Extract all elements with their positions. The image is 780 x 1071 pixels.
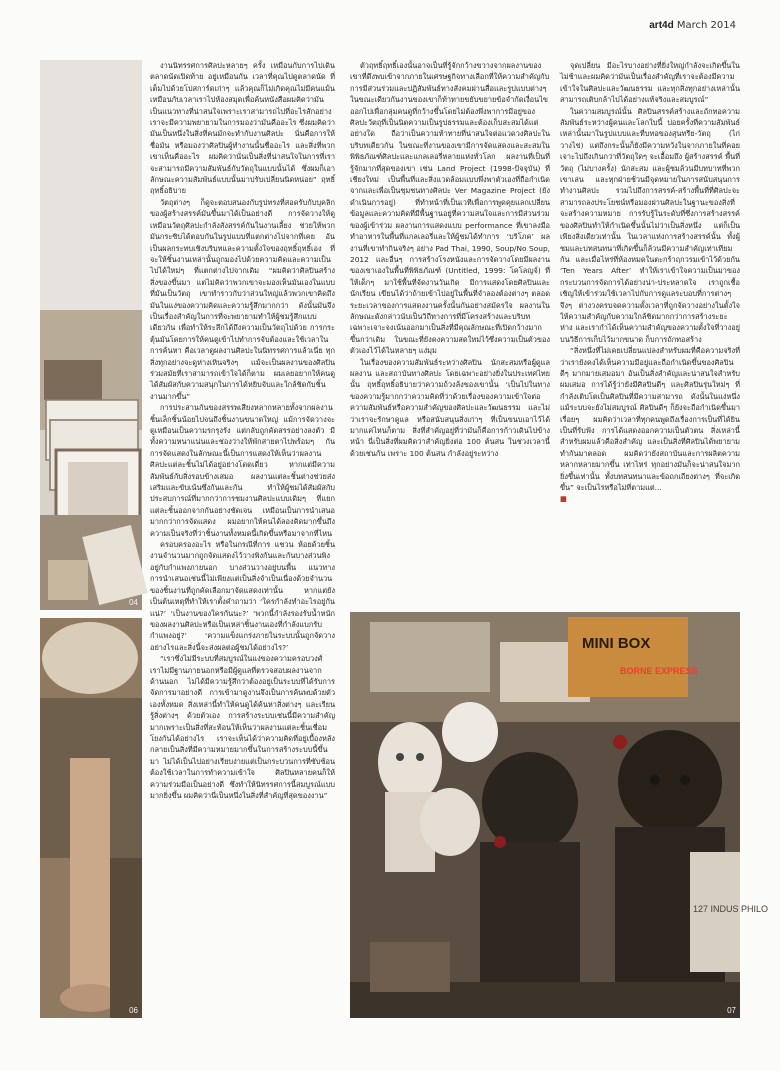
shelf-label: 127 INDUS PHILO bbox=[693, 904, 769, 914]
col2-paragraph: ในเรื่องของความสัมพันธ์ระหว่างศิลปิน นักสะสมหรือผู้ดูแลผลงาน และสถาบันทางศิลปะ โดยเฉพาะอย่างยิ่งในประเทศไทยนั้น ฤทธิ์ฤทธิ์อธิบายว่าความถ้วงล้งของเขานั้น ‘เป็นไปในทางของความรู้มากกว่าความคิดที่ว่าด้วยเรื่องของความเข้าใจต่อความสัมพันธ์หรือความสำคัญของศิลปะและวัฒนธรรม และไม่ว่าเราจะรักษาดูแล หรือสนับสนุนสิ่งเก่าๆ ที่เป็นขนบเอาไว้ได้มากแค่ไหนก็ตาม สิ่งที่สำคัญอยู่ที่ว่ามันก็คือการก้าวเดินไปข้างหน้า นี่เป็นสิ่งที่ผมคิดว่าสำคัญยิ่งต่อ 100 ต้นสน ในช่วงเวลานี้ ด้วยเช่นกัน เพราะ 100 ต้นสน กำลังอยู่ระหว่าง bbox=[350, 357, 550, 458]
photo-04-illustration bbox=[40, 60, 142, 610]
col1-paragraph: “เราซึ่งไม่มีระบบที่สมบูรณ์ในแง่ของความครอบวงศ์ เราไม่มีฐานภายนอกหรือมีผู้ดูแลที่ตรวจสอบผลงานจากด้านนอก ไม่ได้มีความรู้สึกว่าต้องอยู่เป็นระบบที่ได้รับการจัดการมาอย่างดี การเข้ามาดูงานจึงเป็นการค้นพบด้วยตัวเองทั้งหมด สิ่งเหล่านี้ทำให้คนดูได้ค้นหาสิ่งต่างๆ และเรียนรู้สิ่งต่างๆ ด้วยตัวเอง การสร้างระบบเช่นนี้มีความสำคัญมากเพราะเป็นสิ่งที่สะท้อนให้เห็นว่าผลงานแต่ละชิ้นเชื่อมโยงกันได้อย่างไร เราจะเห็นได้ว่าความคิดที่อยู่เบื้องหลังกลายเป็นสิ่งที่มีความหมายมากขึ้นในการสร้างระบบนี้ขึ้นมา ไม่ได้เป็นไปอย่างเรียบง่ายแต่เป็นกระบวนการที่ซับซ้อน ต้องใช้เวลาในการทำความเข้าใจ ศิลปินหลายคนก็ให้ความร่วมมือเป็นอย่างดี ซึ่งทำให้นิทรรศการนี้สมบูรณ์แบบมากยิ่งขึ้น ผมคิดว่านี่เป็นหนึ่งในสิ่งที่สำคัญที่สุดของงาน” bbox=[150, 654, 335, 800]
photo-07-number: 07 bbox=[727, 1006, 736, 1015]
col3-paragraph: จุดเปลี่ยน มีอะไรบางอย่างที่ยิ่งใหญ่กำลังจะเกิดขึ้นในไม่ช้าและผมคิดว่ามันเป็นเรื่องสำคัญที่เราจะต้องมีความเข้าใจในศิลปะและวัฒนธรรม และทุกสิ่งทุกอย่างเหล่านั้นสามารถเติบกล้าไปได้อย่างแท้จริงและสมบูรณ์” bbox=[560, 61, 740, 105]
end-mark-icon: ■ bbox=[560, 494, 567, 504]
col2-paragraph: ตัวฤทธิ์ฤทธิ์เองนั้นอาจเป็นที่รู้จักกว้างขวางจากผลงานของเขาที่ดึงพบเข้าจากภายในเศรษฐกิจทางเลือกที่ให้ความสำคัญกับการมีส่วนร่วมและปฏิสัมพันธ์ทางสังคมผ่านสื่อและรูปแบบต่างๆ ในขณะเดียวกันงานของเขาก็ท้าทายขยับขยายข้อจำกัดเงื่อนไขออกไปเพื่อกลุ่มคนดูที่กว้างขึ้นโดยไม่ต้องพึ่งพาการมีอยู่ของศิลปะวัตถุที่เป็นนิตความเป็นรูปธรรมและต้องเก็บสะสมได้แต่อย่างใด ถือว่าเป็นความท้าทายที่น่าสนใจต่อแวดวงศิลปะในบริบทเดียวกัน ในขณะที่งานของเขามีการจัดแสดงและสะสมในพิพิธภัณฑ์ศิลปะและแกลเลอรี่หลายแห่งทั่วโลก ผลงานที่เป็นที่รู้จักมากที่สุดของเขา เช่น Land Project (1998-ปัจจุบัน) ที่เชียงใหม่ เป็นพื้นที่และสิ่งแวดล้อมแบบพึ่งพาตัวเองที่ถือกำเนิดจากและเพื่อเป็นชุมชนทางศิลปะ Ver Magazine Project (ยังดำเนินการอยู่) ที่ทำหน้าที่เป็นเวทีเพื่อการพูดคุยแลกเปลี่ยนข้อมูลและความคิดที่มีพื้นฐานอยู่ที่ความสนใจและการมีส่วนร่วมของผู้เข้าร่วม ผลงานการแสดงแบบ performance ที่เขาลงมือทำอาหารในพื้นที่แกลเลอรี่และให้ผู้ชมได้ทำการ ‘บริโภค’ ผลงานที่เขาทำกินจริงๆ อย่าง Pad Thai, 1990, Soup/No Soup, 2012 และอื่นๆ การสร้างโรงหนังและการจัดวางโดยมีผลงานของเขาเองในพื้นที่พิพิธภัณฑ์ (Untitled, 1999: โคโลญจ์) ที่ให้เด็กๆ มาใช้พื้นที่จัดงานวันเกิด มีการแสดงโดยศิลปินและนักเรียน เขียนได้ว่าถ้ายเข้าไปอยู่ในพื้นที่จำลองต้องต่างๆ ตลอดระยะเวลาของการแสดงงานครั้งนั้นกันอย่างสมัครใจ ผลงานในลักษณะดังกล่าวนับเป็นวิถีทางการที่มีโครงสร้างและบริบทเฉพาะเจาะจงเน้นออกมาเป็นสิ่งที่มีคุณลักษณะที่เปิดกว้างมากขึ้นกว่าเดิม ในขณะที่ยังคงความสดใหม่ไว้ซึ่งความเป็นตัวของตัวเองไว้ได้ในหลายๆ แง่มุม bbox=[350, 61, 550, 356]
article-column-2 bbox=[350, 60, 550, 600]
masthead-issue: March 2014 bbox=[676, 20, 736, 31]
photo-06-number: 06 bbox=[129, 1006, 138, 1015]
col3-paragraph: “สิ่งหนึ่งที่ไม่เคยเปลี่ยนแปลงสำหรับผมที่คือความจริงที่ว่าเรายังคงได้เห็นความมีอยู่และถือกำเนิดขึ้นของศิลปินดีๆ มากมายเสมอมา อันเป็นสิ่งสำคัญและน่าสนใจสำหรับผมเสมอ การได้รู้ว่ายังมีศิลปินดีๆ และศิลปินรุ่นใหม่ๆ ที่กำลังเติบโตเป็นศิลปินที่มีความสามารถ ดังนั้นในแง่หนึ่ง แม้ระบบจะยังไม่สมบูรณ์ ศิลปินดีๆ ก็ยังจะถือกำเนิดขึ้นมาเรื่อยๆ ผมคิดว่าเวลาที่ทุกคนพูดถึงเรื่องการเป็นที่ได้ยิน เป็นที่รับฟัง การได้แสดงออกความเป็นตัวตน สิ่งเหล่านี้ สำหรับผมแล้วคือสิ่งสำคัญ และเป็นสิ่งที่ศิลปินได้พยายามทำกันมาตลอด ผมคิดว่ายังสถาบันและการผลิตความหลากหลายมากขึ้น เท่าไหร่ ทุกอย่างมันก็จะน่าสนใจมากยิ่งขึ้นเท่านั้น ทั้งบทสนทนาและข้อถกเถียงต่างๆ ที่จะเกิดขึ้น” จะเป็นไรหรือไม่ที่ตามแต่... bbox=[560, 346, 741, 493]
photo-06-illustration bbox=[40, 618, 142, 1018]
col3-paragraph: ในความสมบูรณ์นั้น ศิลปินสรรค์สร้างและถักทอความสัมพันธ์ระหว่างผู้คนและโลกใบนี้ ปอยครั้งที่ความสัมพันธ์เหล่านั้นมาในรูปแบบและที่บทอของสุนทรีย-วัตถุ (ไก่วางไข่) แต่ถึงกระนั้นก็ยังมีความหวังในจากภายในที่คอยเจาะไปถึงเกินกว่าที่วัตถุใดๆ จะเอื้อมถึง ผู้สร้างสรรค์ พื้นที่ วัตถุ (ไม่บางครั้ง) นักสะสม และผู้ชมล้วนมีบทบาทที่พวกเขาเล่น และทุกฝ่ายช้วนมีจุดหมายในการสนับสนุนการทำงานศิลปะ รวมไปถึงการสรรค์-สร้างพื้นที่ที่ศิลปะจะสามารถลงประโยชน์หรือมองผ่านศิลปะในฐานะของสิ่งที่จะสร้างความหมาย การรับรู้ในระดับที่ซึ่งการสร้างสรรค์ของศิลปินทำให้กำเนิดขึ้นนั้นไม่ว่าเป็นสิ่งหนึ่ง แต่ก็เป็นเพียงสิ่งเดียวเท่านั้น ในเวลาแห่งการสร้างสรรค์นั้น ทั้งผู้ชมและบทสนทนาที่เกิดขึ้นก็ล้วนมีความสำคัญเท่าเทียมกัน และเมื่อไหร่ที่ห้องหมดในตะกร้าฤกวรมเข้าไว้ด้วยกัน ‘Ten Years After’ ทำให้เราเข้าใจความเป็นมาของกระบวนการจัดการได้อย่างน่า-ประหลาดใจ เราถูกเชื้อเชิญให้เข้าร่วมใช้เวลาไปกับการดูแลระบอบที่การต่างๆ จึงๆ ต่างวงครบจดความตั้งเวลาที่ถูกจัดวางอย่างในตั้งใจให้ความสำคัญกับความใกล้ชิดมากกว่าการสร้างระยะห่าง และเรากำได้เห็นความสำคัญของความตั้งใจที่วางอยู่บนวิธีการเก็บไว้มากขนาด ก็บการถักทอสร้าง bbox=[560, 106, 740, 344]
col1-paragraph: วัตถุต่างๆ ก็ดูจะตอบสนองกับรูปทรงที่สอดรับกับบุคลิกของผู้สร้างสรรค์มันขึ้นมาได้เป็นอย่างดี การจัดวางให้ดูเหมือนวัตถุศิลปะกำลังสังสรรค์กันในงานเลี้ยง ช่วยให้พวกมันกระซิบได้ตอบกันในรูปแบบที่แตกต่างไปจากที่เคย อันเป็นผลกระทบเชิงบริบทและความตั้งใจของฤทธิ์ฤทธิ์เอง ที่จะให้ชิ้นงานเหล่านั้นถูกมองไปด้วยความคิดและความเป็นไปได้ใหม่ๆ ที่แตกต่างไปจากเดิม “ผมคิดว่าศิลปินสร้างสิ่งของขึ้นมา แต่ไม่คิดว่าพวกเขาจะมองเห็นมันเองในแบบที่มันเป็นวัตถุ เขาทำราวกับว่าส่วนใหญ่แล้วพวกเขาคิดถึงมันในแง่ของความคิดและความรู้สึกมากกว่า ดังนั้นมันจึงเป็นเรื่องสำคัญในการที่จะพยายามทำให้ผู้ชมรู้สึกแบบเดียวกัน เพื่อทำให้ระลึกได้ถึงความเป็นวัตถุไปด้วย การกระตุ้นมันโดยการให้คนดูเข้าไปทำการจับต้องและใช้เวลาในการค้นหา คือเวลาดูผลงานศิลปะในนิทรรศการแล้วเนี่ย ทุกสิ่งทุกอย่างจะดูห่างเหินจริงๆ แม้จะเป็นผลงานของศิลปินร่วมสมัยที่เราสามารถเข้าใจได้ก็ตาม ผมเลยอยากให้คนดูได้สัมผัสกับความสนุกในการได้หยิบจับและใกล้ชิดกับชิ้นงานมากขึ้น” bbox=[150, 197, 335, 401]
photo-07-sculptures-table bbox=[350, 612, 769, 1018]
photo-04-number: 04 bbox=[129, 598, 138, 607]
photo-07-illustration bbox=[350, 612, 769, 1018]
photo-04-storage-frames bbox=[40, 60, 142, 610]
box-label-top: MINI BOX bbox=[582, 635, 651, 652]
col1-paragraph: ครอบครองอะไร หรือในกรณีที่การ แชวน ห้อยด้วยชิ้นงานจำนวนมากถูกจัดแสดงไว้วางพิงกันและกันบางส่วนพิงอยู่กับกำแพงภายนอก บางส่วนวางอยู่บนพื้น แนวทางการนำเสนอเช่นนี้ไม่เพียงแต่เป็นสิ่งจำเป็นเนื่องด้วยจำนวนของชิ้นงานที่ถูกคัดเลือกมาจัดแสดงเท่านั้น หากแต่ยังเป็นต้นเหตุที่ทำให้เราตั้งคำถามว่า ‘ใครกำลังทำอะไรอยู่กันแน่?’ ‘เป็นงานของใครกันนะ?’ ‘พวกนี้กำลังรองรับน้ำหนักของผลงานศิลปะหรือเป็นเหล่าชิ้นงานเองที่กำลังแบกรับกำแพงอยู่?’ ‘ความแข็งแกร่งภายในระบบนั้นถูกจัดวางอย่างไรและสิ่งนี้จะส่งผลต่อผู้ชมได้อย่างไร?’ bbox=[150, 540, 335, 652]
article-column-1 bbox=[150, 60, 335, 1018]
article-column-3 bbox=[560, 60, 740, 600]
box-label-side: BORNE EXPRESS bbox=[620, 666, 698, 676]
col1-paragraph: การประสานกันของสรรพเสียงหลากหลายทั้งจากผลงานชิ้นเล็กชิ้นน้อยไปจนถึงชิ้นงานขนาดใหญ่ แม้การจัดวางจะดูเหมือนเป็นความรกรุงรัง แต่กลับถูกคัดสรรอย่างลงตัว มีทั้งความหนาแน่นและช่องว่างให้พักสายตาไปพร้อมๆ กัน การจัดแสดงในลักษณะนี้เป็นการแสดงให้เห็นว่าผลงานศิลปะแต่ละชิ้นไม่ได้อยู่อย่างโดดเดี่ยว หากแต่มีความสัมพันธ์กับสิ่งรอบข้างเสมอ ผลงานแต่ละชิ้นต่างช่วยส่งเสริมและขับเน้นซึ่งกันและกัน ทำให้ผู้ชมได้สัมผัสกับประสบการณ์ที่มากกว่าการชมงานศิลปะแบบเดิมๆ ที่แยกแต่ละชิ้นออกจากกันอย่างชัดเจน เหมือนเป็นการนำเสนอมากกว่าการจัดแสดง ผมอยากให้คนได้ลองคิดมากขึ้นถึงความเป็นจริงที่ว่าชิ้นงานทั้งหมดนี้เกิดขึ้นหรือมาจากที่ไหน bbox=[150, 403, 335, 538]
masthead bbox=[649, 20, 736, 31]
masthead-brand: art4d bbox=[649, 20, 674, 31]
photo-06-sculpture-leg bbox=[40, 618, 142, 1018]
col1-paragraph: งานนิทรรศการศิลปะหลายๆ ครั้ง เหมือนกับการไปเดินตลาดนัดเปิดท้าย อยู่เหมือนกัน เวลาที่คุณไปดูตลาดนัด ที่เต็มไปด้วยโปสการ์ดเก่าๆ แล้วคุณก็ไม่เกิดคุณไม่มีคนแม้น เหมือนกับเวลาเราไปห้องสมุดเพื่อค้นหนังสือผมคิดว่ามันเป็นแนวทางที่น่าสนใจเพราะเราสามารถไปที่อะไรสักอย่าง เราจะมีความพยายามในการมองว่ามันคืออะไร ซึ่งผมคิดว่ามันเป็นหนึ่งในสิ่งที่คนมักจะทำกับงานศิลปะ นั่นคือการให้ชื่อมัน หรือมองว่าศิลปินผู้ทำงานนั้นชื่ออะไร และสิ่งที่พวกเขาเห็นคืออะไร ผมคิดว่านั่นเป็นสิ่งที่น่าสนใจในการที่เราจะสามารถมีความสัมพันธ์กับวัตถุในแบบนั้นได้ ซึ่งผมก็เอาลักษณะความสัมพันธ์แบบนั้นมาปรับเปลี่ยนนิดหน่อย” ฤทธิ์ฤทธิ์อธิบาย bbox=[150, 61, 335, 196]
